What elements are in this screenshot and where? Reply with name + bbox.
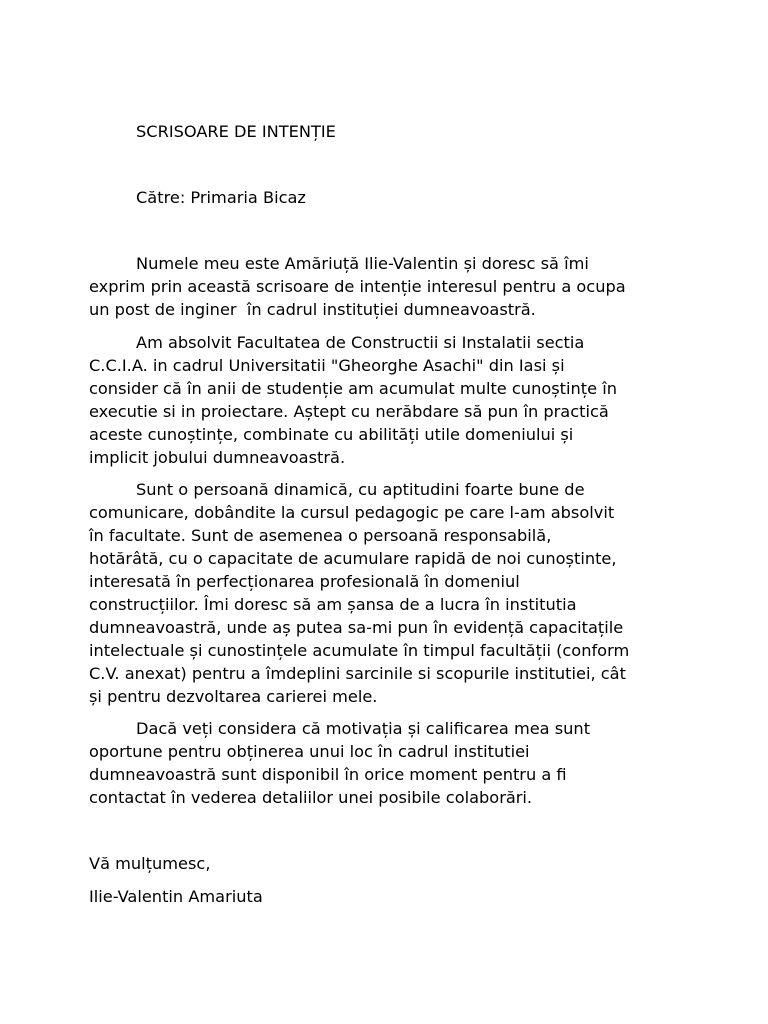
paragraph-3-line-9: C.V. anexat) pentru a îmdeplini sarcinile si scopurile institutiei, cât [89, 664, 626, 683]
closing-line: Vă mulțumesc, [89, 854, 211, 873]
paragraph-3-line-7: dumneavoastră, unde aș putea sa-mi pun în evidență capacitațile [89, 618, 624, 637]
recipient-line: Către: Primaria Bicaz [136, 188, 306, 207]
paragraph-1-line-3: un post de inginer în cadrul instituției dumneavoastră. [89, 300, 536, 319]
paragraph-3-line-5: interesată în perfecționarea profesională în domeniul [89, 572, 520, 591]
paragraph-4-line-4: contactat în vederea detaliilor unei posibile colaborări. [89, 788, 533, 807]
paragraph-1-line-1: Numele meu este Amăriuță Ilie-Valentin și doresc să îmi [136, 254, 589, 273]
paragraph-2-line-4: executie si in proiectare. Aștept cu nerăbdare să pun în practică [89, 402, 609, 421]
paragraph-2-line-2: C.C.I.A. in cadrul Universitatii "Gheorghe Asachi" din Iasi și [89, 356, 565, 375]
paragraph-4-line-3: dumneavoastră sunt disponibil în orice moment pentru a fi [89, 765, 567, 784]
paragraph-3-line-10: și pentru dezvoltarea carierei mele. [89, 687, 378, 706]
signature-line: Ilie-Valentin Amariuta [89, 887, 263, 906]
paragraph-4-line-2: oportune pentru obținerea unui loc în cadrul institutiei [89, 742, 530, 761]
document-title: SCRISOARE DE INTENȚIE [136, 122, 336, 141]
paragraph-3-line-8: intelectuale și cunostințele acumulate în timpul facultății (conform [89, 641, 630, 660]
paragraph-2-line-1: Am absolvit Facultatea de Constructii si Instalatii sectia [136, 333, 585, 352]
paragraph-2-line-3: consider că în anii de studenție am acumulat multe cunoștințe în [89, 379, 617, 398]
paragraph-3-line-3: în facultate. Sunt de asemenea o persoană responsabilă, [89, 526, 552, 545]
paragraph-2-line-6: implicit jobului dumneavoastră. [89, 448, 346, 467]
paragraph-4-line-1: Dacă veți considera că motivația și calificarea mea sunt [136, 719, 591, 738]
paragraph-2-line-5: aceste cunoștințe, combinate cu abilități utile domeniului și [89, 425, 574, 444]
paragraph-3-line-6: construcțiilor. Îmi doresc să am șansa de a lucra în institutia [89, 595, 577, 614]
paragraph-3-line-1: Sunt o persoană dinamică, cu aptitudini foarte bune de [136, 480, 585, 499]
paragraph-1-line-2: exprim prin această scrisoare de intenție interesul pentru a ocupa [89, 277, 626, 296]
paragraph-3-line-4: hotărâtă, cu o capacitate de acumulare rapidă de noi cunoștinte, [89, 549, 617, 568]
paragraph-3-line-2: comunicare, dobândite la cursul pedagogic pe care l-am absolvit [89, 503, 615, 522]
